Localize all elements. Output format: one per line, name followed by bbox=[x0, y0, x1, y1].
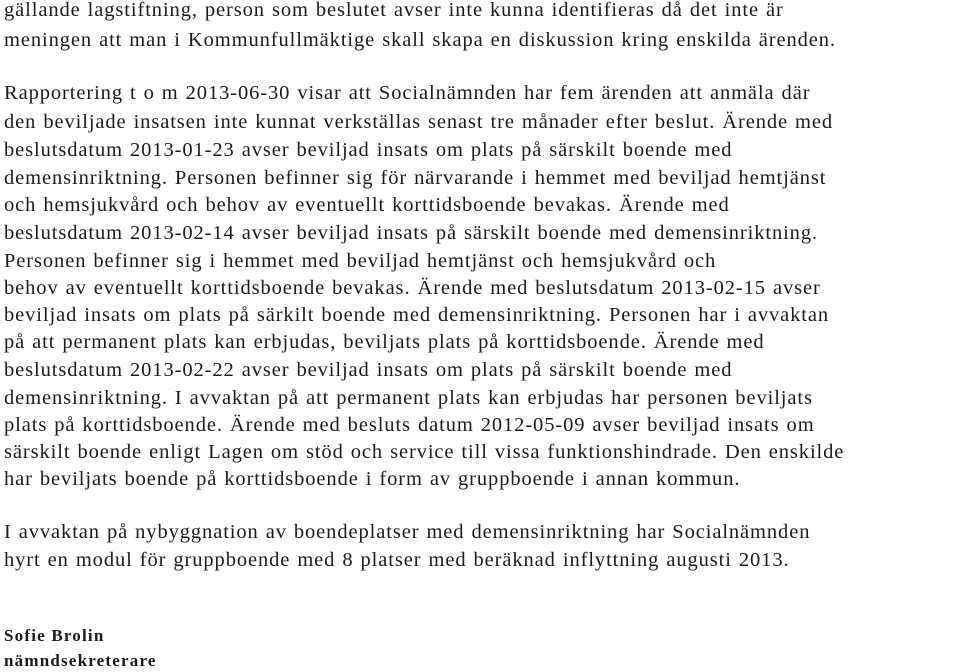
signature-title: nämndsekreterare bbox=[4, 651, 157, 670]
text-line: hyrt en modul för gruppboende med 8 platser med beräknad inflyttning augusti 2013. bbox=[4, 549, 790, 571]
text-line: Rapportering t o m 2013-06-30 visar att Socialnämnden har fem ärenden att anmäla där bbox=[4, 82, 811, 104]
text-line: plats på korttidsboende. Ärende med besluts datum 2012-05-09 avser beviljad insats om bbox=[4, 414, 815, 436]
text-line: Personen befinner sig i hemmet med beviljad hemtjänst och hemsjukvård och bbox=[4, 250, 717, 272]
text-line: demensinriktning. I avvaktan på att permanent plats kan erbjudas har personen beviljats bbox=[4, 387, 813, 409]
text-line: beslutsdatum 2013-02-22 avser beviljad insats om plats på särskilt boende med bbox=[4, 359, 733, 381]
text-line: demensinriktning. Personen befinner sig för närvarande i hemmet med beviljad hemtjänst bbox=[4, 167, 827, 189]
text-line: den beviljade insatsen inte kunnat verkställas senast tre månader efter beslut. Ärende med bbox=[4, 111, 834, 133]
text-line: beslutsdatum 2013-01-23 avser beviljad insats om plats på särskilt boende med bbox=[4, 139, 733, 161]
text-line: särskilt boende enligt Lagen om stöd och service till vissa funktionshindrade. Den enskilde bbox=[4, 441, 845, 463]
text-line: I avvaktan på nybyggnation av boendeplatser med demensinriktning har Socialnämnden bbox=[4, 521, 811, 543]
text-line: meningen att man i Kommunfullmäktige skall skapa en diskussion kring enskilda ärenden. bbox=[4, 29, 836, 51]
text-line: har beviljats boende på korttidsboende i form av gruppboende i annan kommun. bbox=[4, 468, 741, 490]
text-line: på att permanent plats kan erbjudas, beviljats plats på korttidsboende. Ärende med bbox=[4, 331, 765, 353]
text-line: och hemsjukvård och behov av eventuellt korttidsboende bevakas. Ärende med bbox=[4, 194, 730, 216]
text-line: gällande lagstiftning, person som beslutet avser inte kunna identifieras då det inte är bbox=[4, 0, 784, 21]
text-line: beviljad insats om plats på särkilt boende med demensinriktning. Personen har i avvaktan bbox=[4, 304, 830, 326]
text-line: behov av eventuellt korttidsboende bevakas. Ärende med beslutsdatum 2013-02-15 avser bbox=[4, 277, 821, 299]
signature-name: Sofie Brolin bbox=[4, 626, 105, 645]
text-line: beslutsdatum 2013-02-14 avser beviljad insats på särskilt boende med demensinriktning. bbox=[4, 222, 819, 244]
